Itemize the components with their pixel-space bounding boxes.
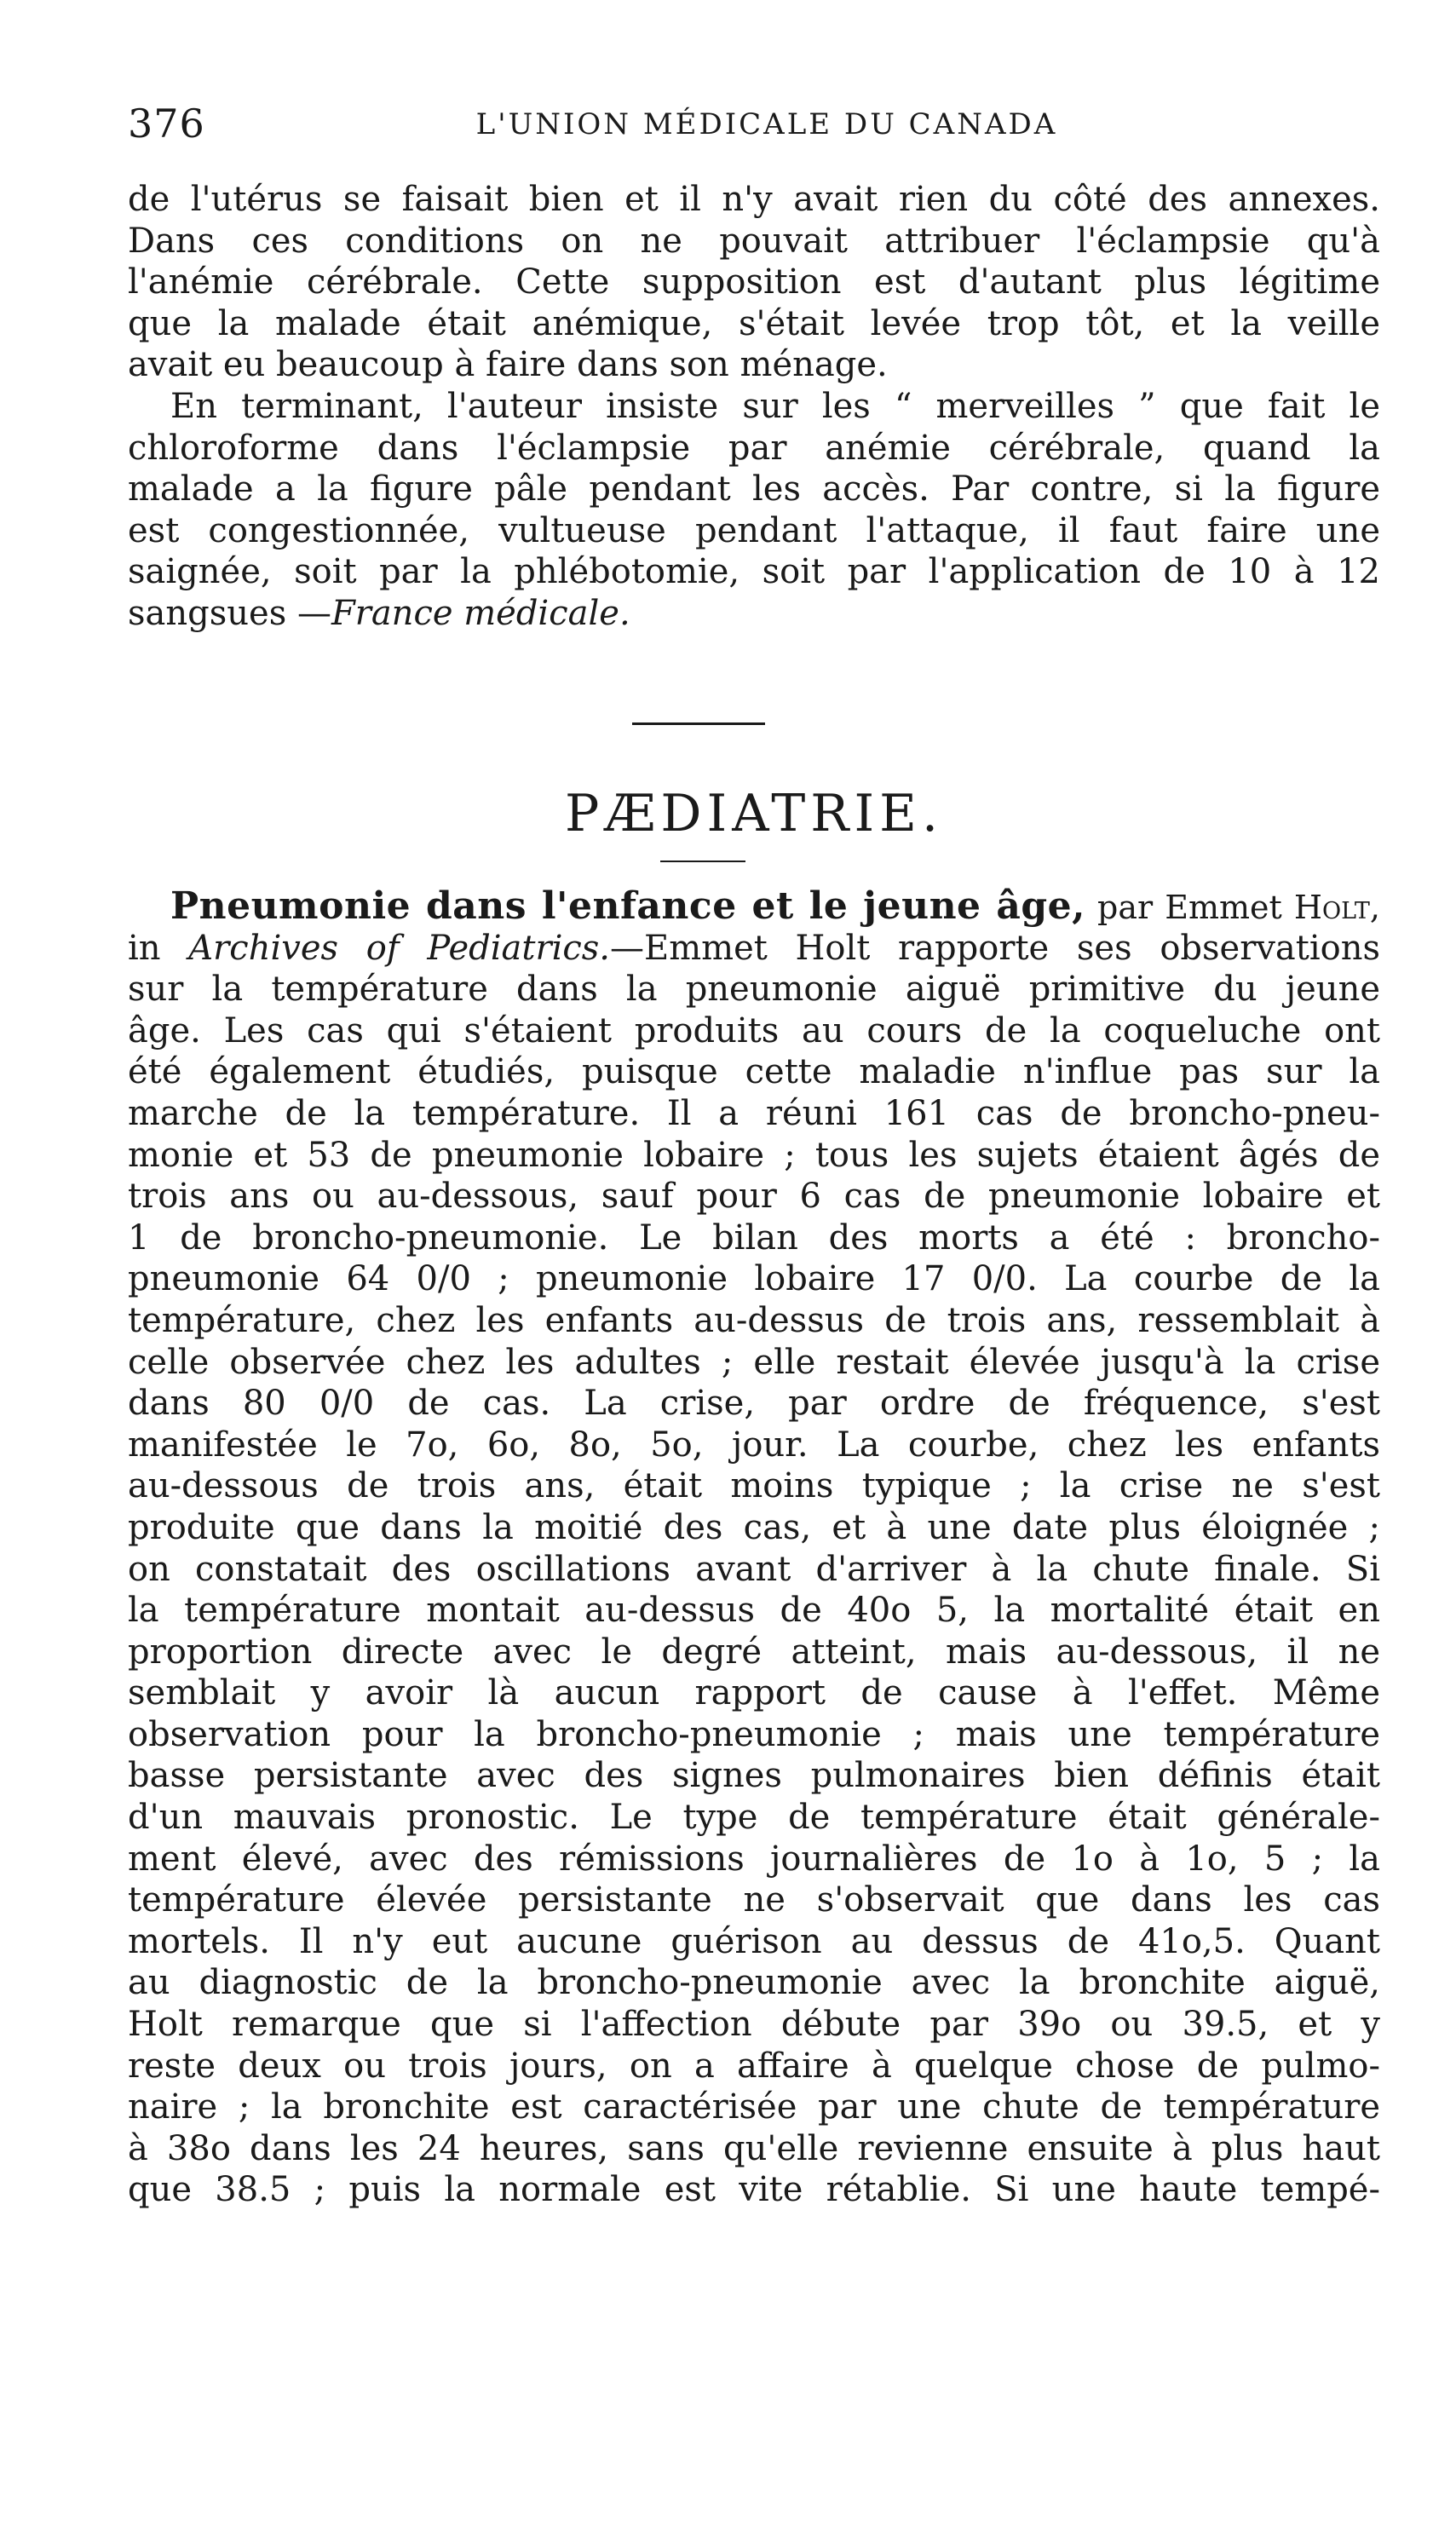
text-line: monie et 53 de pneumonie lobaire ; tous les sujets étaient âgés de — [128, 1135, 1380, 1175]
text-line: on constatait des oscillations avant d'arriver à la chute finale. Si — [128, 1549, 1380, 1589]
source-journal: France médicale. — [331, 593, 630, 633]
text-line: que 38.5 ; puis la normale est vite rétablie. Si une haute tempé- — [128, 2170, 1380, 2210]
text-line: En terminant, l'auteur insiste sur les “ merveilles ” que fait le — [170, 387, 1380, 426]
article-title-line — [128, 886, 1380, 928]
article-journal: Archives of Pediatrics. — [188, 928, 611, 968]
separator-rule — [632, 722, 765, 725]
text-line: la température montait au-dessus de 40o 5, la mortalité était en — [128, 1591, 1380, 1631]
text-line: été également étudiés, puisque cette maladie n'influe pas sur la — [128, 1052, 1380, 1092]
text-line: est congestionnée, vultueuse pendant l'attaque, il faut faire une — [128, 510, 1380, 550]
text-line: dans 80 0/0 de cas. La crise, par ordre de fréquence, s'est — [128, 1384, 1380, 1424]
text-line: celle observée chez les adultes ; elle restait élevée jusqu'à la crise — [128, 1342, 1380, 1382]
text-line: que la malade était anémique, s'était levée trop tôt, et la veille — [128, 303, 1380, 343]
text-line: reste deux ou trois jours, on a affaire à quelque chose de pulmo- — [128, 2046, 1380, 2086]
intro-paragraph — [128, 179, 1380, 386]
section-title: PÆDIATRIE. — [564, 784, 944, 843]
text-line: proportion directe avec le degré atteint, mais au-dessous, il ne — [128, 1632, 1380, 1672]
source-in: in — [128, 928, 161, 968]
page-number: 376 — [128, 101, 205, 147]
text-line: d'un mauvais pronostic. Le type de température était générale- — [128, 1798, 1380, 1838]
text-line: sur la température dans la pneumonie aiguë primitive du jeune — [128, 970, 1380, 1010]
text-line: manifestée le 7o, 6o, 8o, 5o, jour. La courbe, chez les enfants — [128, 1425, 1380, 1465]
text-line: âge. Les cas qui s'étaient produits au cours de la coqueluche ont — [128, 1010, 1380, 1051]
running-head: L'UNION MÉDICALE DU CANADA — [475, 107, 1058, 141]
text-line: saignée, soit par la phlébotomie, soit par l'application de 10 à 12 — [128, 552, 1380, 592]
text-line: l'anémie cérébrale. Cette supposition est d'autant plus légitime — [128, 262, 1380, 302]
text-line: pneumonie 64 0/0 ; pneumonie lobaire 17 0/0. La courbe de la — [128, 1259, 1380, 1299]
text-line: mortels. Il n'y eut aucune guérison au dessus de 41o,5. Quant — [128, 1921, 1380, 1961]
source-prefix: sangsues — — [128, 593, 331, 633]
article-author: Holt, — [1293, 889, 1380, 926]
text-line: naire ; la bronchite est caractérisée par une chute de température — [128, 2087, 1380, 2127]
text-line: malade a la figure pâle pendant les accès. Par contre, si la figure — [128, 469, 1380, 509]
article — [128, 886, 1380, 2211]
conclusion-paragraph — [128, 386, 1380, 635]
text-line: au-dessous de trois ans, était moins typique ; la crise ne s'est — [128, 1466, 1380, 1506]
text-line: Holt remarque que si l'affection débute par 39o ou 39.5, et y — [128, 2005, 1380, 2045]
text-line: marche de la température. Il a réuni 161 cas de broncho-pneu- — [128, 1093, 1380, 1133]
title-underline — [660, 861, 745, 862]
article-source-line — [128, 928, 1380, 970]
text-line: température élevée persistante ne s'observait que dans les cas — [128, 1880, 1380, 1920]
text-line-source — [128, 593, 1380, 635]
text-line: semblait y avoir là aucun rapport de cause à l'effet. Même — [128, 1673, 1380, 1713]
text-line: chloroforme dans l'éclampsie par anémie cérébrale, quand la — [128, 428, 1380, 468]
text-line: au diagnostic de la broncho-pneumonie avec la bronchite aiguë, — [128, 1963, 1380, 2003]
text-line: 1 de broncho-pneumonie. Le bilan des morts a été : broncho- — [128, 1217, 1380, 1258]
text-line: trois ans ou au-dessous, sauf pour 6 cas de pneumonie lobaire et — [128, 1177, 1380, 1217]
page-header — [128, 101, 1380, 152]
text-line: température, chez les enfants au-dessus de trois ans, ressemblait à — [128, 1300, 1380, 1340]
text-line: observation pour la broncho-pneumonie ; mais une température — [128, 1714, 1380, 1754]
source-rest: —Emmet Holt rapporte ses observations — [610, 928, 1380, 968]
byline-prefix: par Emmet — [1097, 889, 1282, 926]
text-line: de l'utérus se faisait bien et il n'y avait rien du côté des annexes. — [128, 180, 1380, 219]
article-title: Pneumonie dans l'enfance et le jeune âge, — [170, 886, 1085, 928]
text-line: Dans ces conditions on ne pouvait attribuer l'éclampsie qu'à — [128, 221, 1380, 261]
text-line: ment élevé, avec des rémissions journalières de 1o à 1o, 5 ; la — [128, 1839, 1380, 1879]
text-line: produite que dans la moitié des cas, et à une date plus éloignée ; — [128, 1507, 1380, 1547]
text-line: basse persistante avec des signes pulmonaires bien définis était — [128, 1756, 1380, 1796]
text-line: avait eu beaucoup à faire dans son ménage. — [128, 345, 888, 385]
text-line: à 38o dans les 24 heures, sans qu'elle revienne ensuite à plus haut — [128, 2128, 1380, 2168]
